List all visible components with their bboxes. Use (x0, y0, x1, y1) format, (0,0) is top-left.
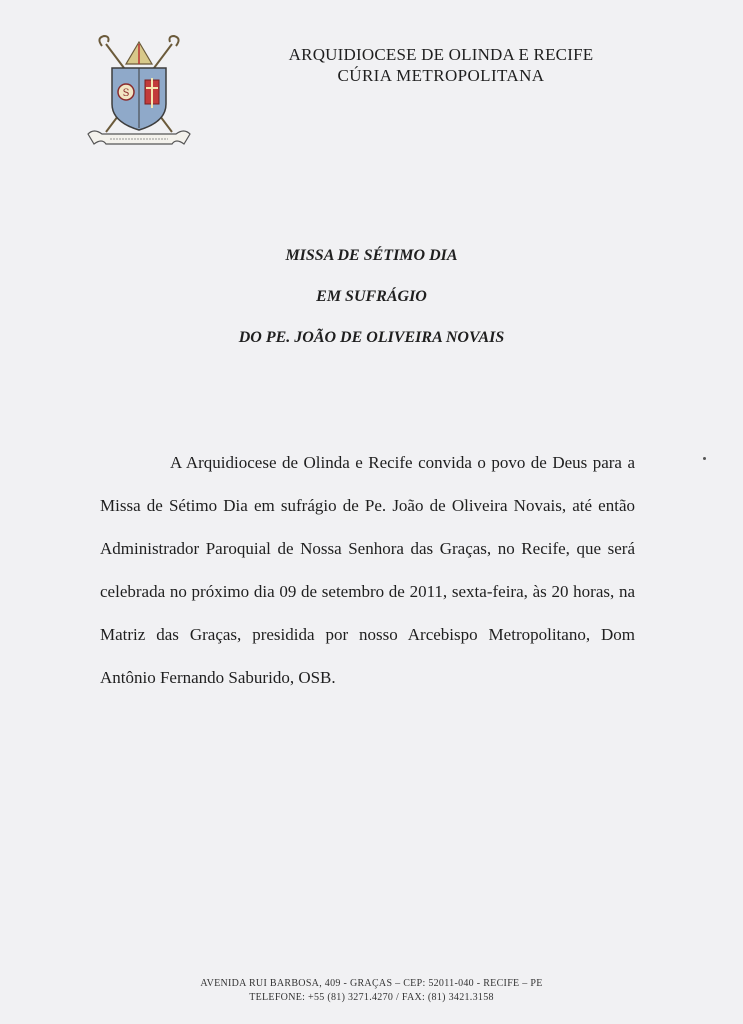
invitation-paragraph: A Arquidiocese de Olinda e Recife convida o povo de Deus para a Missa de Sétimo Dia em sufrágio de Pe. João de Oliveira Novais, até então Administrador Paroquial de Nossa Senhora das Graças, no Recife, que será celebrada no próximo dia 09 de setembro de 2011, sexta-feira, às 20 horas, na Matriz das Graças, presidida por nosso Arcebispo Metropolitano, Dom Antônio Fernando Saburido, OSB. (100, 453, 635, 687)
title-line-1: MISSA DE SÉTIMO DIA (285, 247, 458, 264)
archdiocese-coat-of-arms-icon (84, 34, 194, 150)
letterhead (266, 44, 616, 86)
footer-address: AVENIDA RUI BARBOSA, 409 - GRAÇAS – CEP: 52011-040 - RECIFE – PE (200, 978, 543, 989)
title-line-2: EM SUFRÁGIO (316, 288, 427, 305)
organization-name: ARQUIDIOCESE DE OLINDA E RECIFE (288, 45, 594, 64)
footer-phone: TELEFONE: +55 (81) 3271.4270 / FAX: (81) 3421.3158 (249, 992, 494, 1003)
title-line-3: DO PE. JOÃO DE OLIVEIRA NOVAIS (238, 329, 505, 346)
department-name: CÚRIA METROPOLITANA (337, 66, 545, 85)
scan-speck (703, 457, 706, 460)
svg-text:S: S (122, 88, 130, 99)
